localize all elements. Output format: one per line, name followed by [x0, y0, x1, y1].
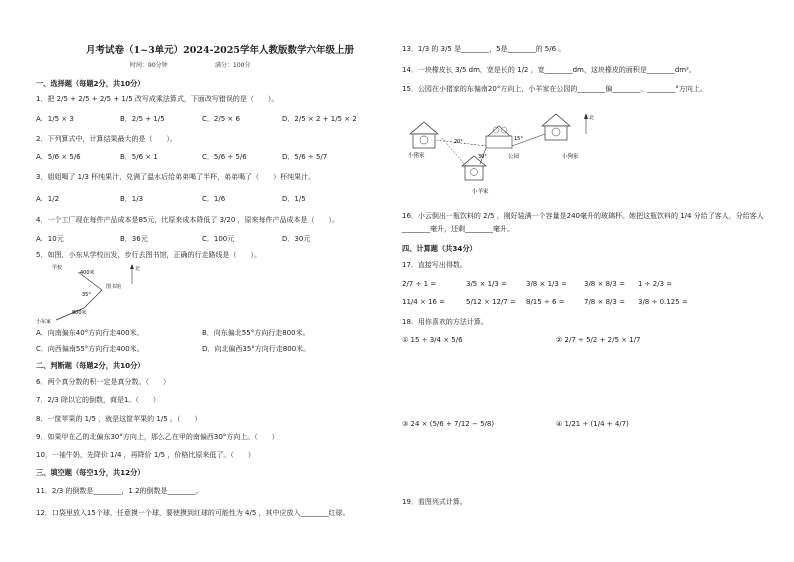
q4-option-a: A．10元	[36, 235, 64, 243]
q17-item-7: 5/12 × 12/7 =	[466, 298, 516, 306]
q2-option-a: A．5/6 × 5/6	[36, 153, 81, 161]
question-5: 5．如图，小东从学校出发，步行去图书馆，正确的行走路线是（ ）。	[36, 251, 261, 259]
q15-direction-map	[402, 100, 602, 196]
q5-option-c: C．向西偏南55°方向行走400米。	[36, 345, 144, 353]
dog-house-icon	[542, 114, 570, 140]
q17-item-9: 7/8 × 8/3 =	[584, 298, 625, 306]
q5-option-b: B．向东偏北55°方向行走800米。	[202, 329, 310, 337]
question-16: 16．小云倒出一瓶饮料的 2/5 ，刚好装满一个容量是240毫升的玻璃杯。她把这瓶饮料的 1/4 分给了客人，分给客人________毫升，还剩________毫升。	[402, 212, 764, 233]
q17-item-4: 3/8 × 8/3 =	[584, 280, 625, 288]
q3-option-c: C．1/6	[202, 195, 226, 203]
map-angle-30: 30°	[478, 154, 487, 160]
q2-option-c: C．5/6 ÷ 5/6	[202, 153, 247, 161]
q5-option-a: A．向南偏东40°方向行走400米。	[36, 329, 144, 337]
q18-item-3: ③ 24 × (5/6 + 7/12 − 5/8)	[402, 420, 495, 428]
question-7: 7．2/3 除以它的倒数，商是1。（ ）	[36, 396, 160, 404]
question-6: 6．两个真分数的积一定是真分数。（ ）	[36, 378, 170, 386]
map-pig: 小猪家	[408, 153, 425, 159]
map-north-label: 北	[589, 115, 595, 121]
q4-option-c: C．100元	[202, 235, 235, 243]
q1-option-b: B．2/5 + 1/5	[120, 115, 165, 123]
q17-item-2: 3/5 × 1/3 =	[466, 280, 507, 288]
section-judge: 二、判断题（每题2分，共10分）	[36, 361, 145, 370]
question-17: 17．直接写出得数。	[402, 261, 467, 269]
question-12: 12．口袋里放入15个球，任意摸一个球，要使摸到红球的可能性为 4/5 ，其中应放入________红球。	[36, 509, 350, 517]
park-icon	[486, 126, 512, 148]
map-sheep: 小羊家	[472, 189, 489, 195]
section-choice: 一、选择题（每题2分，共10分）	[36, 79, 145, 88]
q2-option-b: B．5/6 × 1	[120, 153, 158, 161]
page-title: 月考试卷（1~3单元）2024-2025学年人教版数学六年级上册	[86, 45, 355, 56]
section-fill: 三、填空题（每空1分，共12分）	[36, 468, 145, 477]
question-15: 15．公园在小猪家的东偏南20°方向上，小羊家在公园的________偏________、________°方向上。	[402, 85, 707, 93]
question-4: 4．一个工厂现在每件产品成本是85元，比原来成本降低了 3/20 ，原来每件产品成本是（ ）。	[36, 216, 340, 224]
q5-option-d: D．向北偏西35°方向行走800米。	[202, 345, 311, 353]
question-18: 18．用你喜欢的方法计算。	[402, 318, 488, 326]
north-arrowhead	[130, 264, 134, 269]
q3-option-a: A．1/2	[36, 195, 60, 203]
q17-item-3: 3/8 × 1/3 =	[526, 280, 567, 288]
q2-option-d: D．5/6 ÷ 5/7	[282, 153, 328, 161]
q18-item-4: ④ 1/21 ÷ (1/4 + 4/7)	[556, 420, 629, 428]
map-angle-15: 15°	[514, 136, 523, 142]
question-9: 9．如果甲在乙的北偏东30°方向上，那么乙在甲的南偏西30°方向上。（ ）	[36, 433, 279, 441]
q17-item-1: 2/7 ÷ 1 =	[402, 280, 437, 288]
map-park: 公园	[508, 154, 520, 160]
question-8: 8．一筐苹果的 1/5 ，就是这筐苹果的 1/5 。（ ）	[36, 415, 202, 423]
map-dog: 小狗家	[562, 154, 579, 160]
question-10: 10．一袖牛奶，先降价 1/4 ，再降价 1/5 ，价格比原来低了。（ ）	[36, 451, 255, 459]
question-1: 1．把 2/5 + 2/5 + 2/5 + 1/5 改写成乘法算式，下面改写错误的是（ ）。	[36, 95, 279, 103]
question-11: 11．2/3 的倒数是________，1.2的倒数是________。	[36, 487, 203, 495]
q1-option-d: D．2/5 × 2 + 1/5 × 2	[282, 115, 357, 123]
map-dist-800: 800米	[72, 310, 87, 316]
map-home: 小东家	[36, 319, 52, 324]
question-3: 3．姐姐喝了 1/3 杯纯果汁，兑满了温水后给弟弟喝了半杯，弟弟喝了（ ）杯纯果汁。	[36, 173, 316, 181]
q3-option-d: D．1/5	[282, 195, 306, 203]
question-2: 2．下列算式中，计算结果最大的是（ ）。	[36, 135, 177, 143]
map-dist-400: 400米	[80, 270, 95, 276]
q4-option-d: D．30元	[282, 235, 311, 243]
q1-option-c: C．2/5 × 6	[202, 115, 240, 123]
map-library: 图书馆	[106, 284, 122, 290]
question-13: 13．1/3 的 3/5 是________，5是________的 5/6 。	[402, 45, 566, 53]
question-14: 14．一块橡皮长 3/5 dm，宽是长的 1/2 ，宽________dm，这块橡皮的面积是________dm²。	[402, 66, 696, 74]
map-school: 学校	[52, 265, 63, 271]
q17-item-6: 11/4 × 16 =	[402, 298, 446, 306]
question-19: 19．看图列式计算。	[402, 498, 467, 506]
q3-option-b: B．1/3	[120, 195, 144, 203]
q17-item-5: 1 ÷ 2/3 =	[638, 280, 673, 288]
q1-option-a: A．1/5 × 3	[36, 115, 74, 123]
q5-route-map	[36, 262, 156, 324]
map-north-arrowhead	[584, 113, 588, 119]
q18-item-1: ① 15 ÷ 3/4 × 5/6	[402, 336, 463, 344]
q17-item-10: 3/8 ÷ 0.125 =	[638, 298, 688, 306]
map-north: 北	[135, 266, 141, 272]
map-angle-20: 20°	[454, 139, 463, 145]
section-compute: 四、计算题（共34分）	[402, 244, 477, 253]
q18-item-2: ② 2/7 ÷ 5/2 + 2/5 × 1/7	[556, 336, 641, 344]
q17-item-8: 8/15 ÷ 6 =	[526, 298, 565, 306]
pig-house-icon	[410, 122, 438, 148]
map-angle: 35°	[82, 292, 91, 298]
exam-time: 时间：90分钟	[130, 62, 168, 69]
q4-option-b: B．36元	[120, 235, 148, 243]
exam-score: 满分：100分	[215, 62, 251, 69]
